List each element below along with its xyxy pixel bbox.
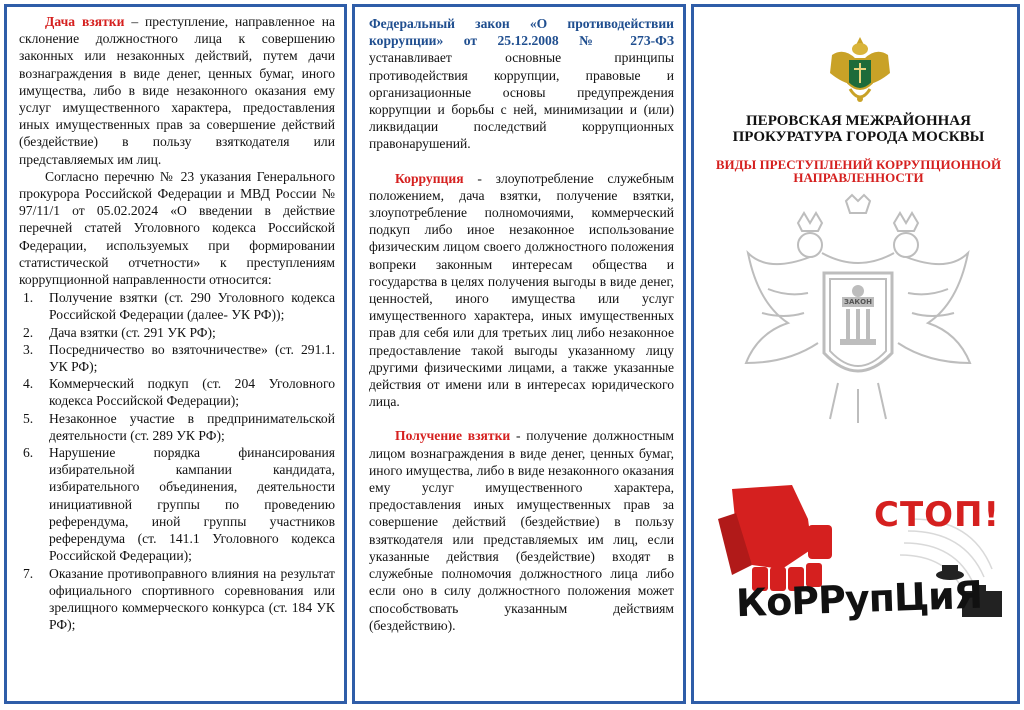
list-item: 2. Дача взятки (ст. 291 УК РФ);: [23, 324, 216, 340]
prosecutor-emblem-icon: [824, 33, 896, 111]
stop-word: СТОП!: [874, 495, 1001, 535]
corruption-definition: [369, 170, 674, 411]
list-item: 5. Незаконное участие в предпринимательской деятельности (ст. 289 УК РФ);: [23, 410, 335, 443]
list-item: 1. Получение взятки (ст. 290 Уголовного кодекса Российской Федерации (далее- УК РФ));: [23, 290, 335, 323]
organization-name: ПЕРОВСКАЯ МЕЖРАЙОННАЯ ПРОКУРАТУРА ГОРОДА МОСКВЫ: [732, 113, 985, 145]
bribe-receiving-text: - получение должностным лицом вознаграждения в виде денег, ценных бумаг, иного имущества, либо в виде незаконного оказания ему услуг имущественного характера, предоставления иных имущественных прав за совершение действий (бездействие) в пользу взяткодателя или представляемых им лиц, если указанные действия (бездействие) входят в служебные полномочия должностного лица либо если оно в силу должностного положения может способствовать указанным действиям (бездействию).: [369, 428, 674, 633]
brochure-title: ВИДЫ ПРЕСТУПЛЕНИЙ КОРРУПЦИОННОЙ НАПРАВЛЕННОСТИ: [715, 157, 1002, 185]
list-item: 4. Коммерческий подкуп (ст. 204 Уголовного кодекса Российской Федерации);: [23, 376, 335, 409]
corruption-word: КоРРупЦиЯ: [735, 572, 983, 626]
corruption-term: Коррупция: [395, 170, 464, 186]
eagle-label: ЗАКОН: [844, 298, 872, 306]
crime-list: [19, 289, 335, 633]
law-paragraph: [369, 15, 674, 153]
list-item: 7. Оказание противоправного влияния на результат официального спортивного соревнования или зрелищного коммерческого конкурса (ст. 184 УК РФ);: [23, 565, 335, 633]
corruption-text: - злоупотребление служебным положением, дача взятки, получение взятки, злоупотребление полномочиями, коммерческий подкуп либо иное незаконное использование физическим лицом своего должностного положения вопреки законным интересам общества и государства в целях получения выгоды в виде денег, ценностей, иного имущества или услуг имущественного характера, иных имущественных прав для себя или для третьих лиц либо незаконное предоставление такой выгоды указанному лицу другими физическими лицами, а также указанные действия от имени или в интересах юридического лица.: [369, 170, 674, 410]
double-headed-eagle-icon: [738, 193, 978, 429]
middle-panel: [352, 4, 686, 704]
bribe-receiving-term: Получение взятки: [395, 428, 511, 444]
law-title: Федеральный закон «О противодействии коррупции» от 25.12.2008 № 273-ФЗ: [369, 16, 674, 49]
cover-panel: [691, 4, 1020, 704]
bribe-giving-definition: [19, 13, 335, 168]
bribe-giving-term: Дача взятки: [45, 14, 125, 29]
bribe-giving-text: – преступление, направленное на склонение должностного лица к совершению законных или незаконных действий, путем дачи вознаграждения в виде денег, ценных бумаг, иного имущества, либо в виде незаконного оказания ему услуг имущественного характера, предоставления иных имущественных прав за совершение действий (бездействие) в пользу взяткодателя или представляемых им лиц.: [19, 14, 335, 167]
bribe-receiving-definition: [369, 427, 674, 633]
list-intro: Согласно перечню № 23 указания Генерального прокурора Российской Федерации и МВД России № 97/11/1 от 05.02.2024 «О введении в действие перечней статей Уголовного кодекса Российской Федерации, используемых при формировании статистической отчетности» к преступлениям коррупционной направленности относится:: [19, 168, 335, 288]
list-item: 3. Посредничество во взяточничестве» (ст. 291.1. УК РФ);: [23, 341, 335, 375]
law-text: устанавливает основные принципы противодействия коррупции, правовые и организационные основы предупреждения коррупции и борьбы с ней, минимизации и (или) ликвидации последствий коррупционных правонарушений.: [369, 50, 674, 152]
left-panel: [4, 4, 347, 704]
list-item: 6. Нарушение порядка финансирования избирательной кампании кандидата, избирательного объединения, деятельности инициативной группы по проведению референдума, иной группы участников референдума (ст. 141.1 Уголовного кодекса Российской Федерации);: [23, 445, 335, 564]
